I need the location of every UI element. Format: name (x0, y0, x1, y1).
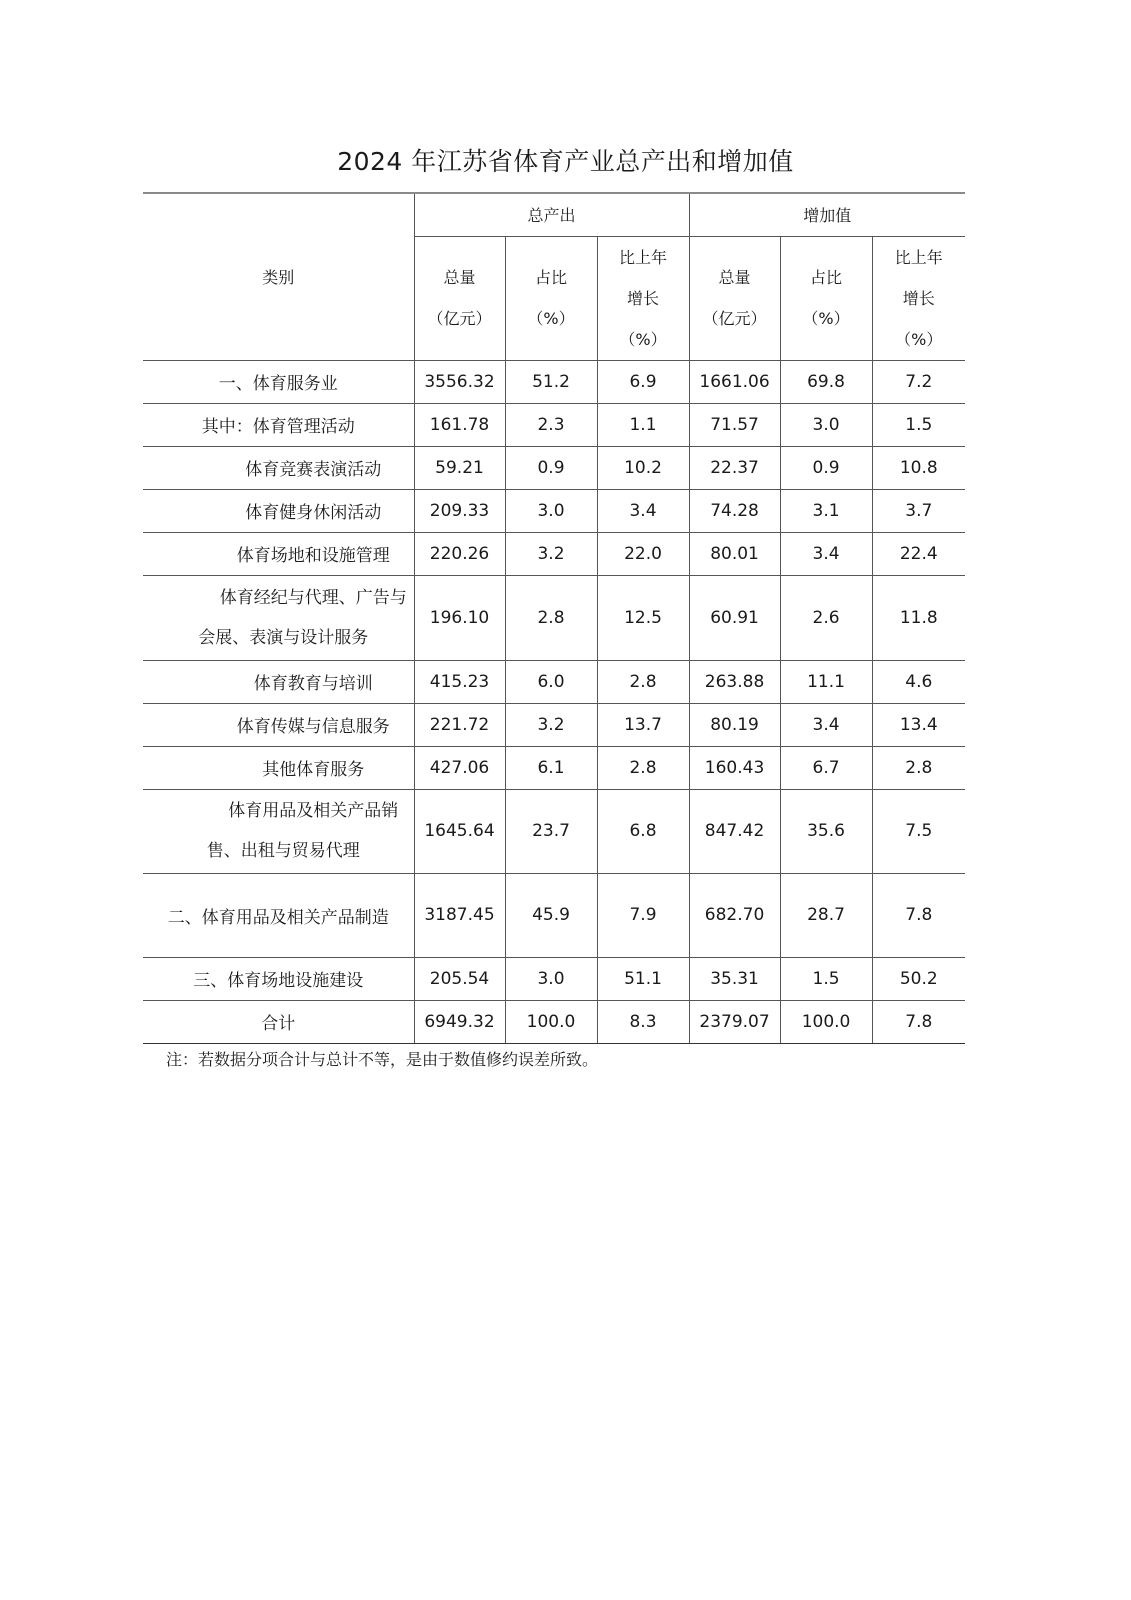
header-va-growth: 比上年 增长 （%） (872, 236, 965, 360)
output-share: 3.0 (505, 957, 597, 1000)
va-share: 35.6 (780, 789, 872, 873)
row-category: 体育经纪与代理、广告与会展、表演与设计服务 (143, 575, 414, 660)
va-share: 100.0 (780, 1000, 872, 1043)
table-row (143, 660, 965, 703)
va-total: 682.70 (689, 873, 780, 957)
table-row (143, 360, 965, 403)
row-category: 体育用品及相关产品销售、出租与贸易代理 (143, 789, 414, 873)
output-total: 221.72 (414, 703, 505, 746)
output-share: 3.2 (505, 532, 597, 575)
va-share: 28.7 (780, 873, 872, 957)
va-total: 35.31 (689, 957, 780, 1000)
table-row (143, 746, 965, 789)
row-category: 二、体育用品及相关产品制造 (143, 873, 414, 957)
output-share: 100.0 (505, 1000, 597, 1043)
va-share: 69.8 (780, 360, 872, 403)
va-growth: 13.4 (872, 703, 965, 746)
output-total: 6949.32 (414, 1000, 505, 1043)
output-total: 1645.64 (414, 789, 505, 873)
va-share: 1.5 (780, 957, 872, 1000)
va-growth: 7.8 (872, 873, 965, 957)
output-share: 51.2 (505, 360, 597, 403)
row-category: 其中：体育管理活动 (143, 403, 414, 446)
va-total: 2379.07 (689, 1000, 780, 1043)
output-total: 161.78 (414, 403, 505, 446)
output-growth: 6.8 (597, 789, 689, 873)
output-total: 59.21 (414, 446, 505, 489)
output-share: 2.8 (505, 575, 597, 660)
va-growth: 7.2 (872, 360, 965, 403)
header-group-total-output: 总产出 (414, 193, 689, 236)
output-share: 0.9 (505, 446, 597, 489)
table-row (143, 489, 965, 532)
row-category: 体育竞赛表演活动 (143, 446, 414, 489)
va-total: 71.57 (689, 403, 780, 446)
output-growth: 6.9 (597, 360, 689, 403)
output-total: 427.06 (414, 746, 505, 789)
output-total: 196.10 (414, 575, 505, 660)
table-row (143, 789, 965, 873)
va-growth: 11.8 (872, 575, 965, 660)
page-title: 2024 年江苏省体育产业总产出和增加值 (337, 147, 794, 176)
va-total: 80.19 (689, 703, 780, 746)
va-share: 6.7 (780, 746, 872, 789)
output-growth: 51.1 (597, 957, 689, 1000)
output-growth: 2.8 (597, 746, 689, 789)
header-category: 类别 (143, 193, 414, 360)
row-category: 体育健身休闲活动 (143, 489, 414, 532)
header-output-growth: 比上年 增长 （%） (597, 236, 689, 360)
table-row (143, 703, 965, 746)
va-growth: 1.5 (872, 403, 965, 446)
va-growth: 7.5 (872, 789, 965, 873)
va-share: 3.1 (780, 489, 872, 532)
va-total: 74.28 (689, 489, 780, 532)
va-growth: 4.6 (872, 660, 965, 703)
output-growth: 3.4 (597, 489, 689, 532)
output-growth: 7.9 (597, 873, 689, 957)
output-share: 45.9 (505, 873, 597, 957)
table-row (143, 957, 965, 1000)
header-output-share: 占比 （%） (505, 236, 597, 360)
va-growth: 3.7 (872, 489, 965, 532)
output-share: 2.3 (505, 403, 597, 446)
va-total: 1661.06 (689, 360, 780, 403)
output-growth: 1.1 (597, 403, 689, 446)
va-total: 80.01 (689, 532, 780, 575)
row-category: 一、体育服务业 (143, 360, 414, 403)
va-growth: 10.8 (872, 446, 965, 489)
output-total: 220.26 (414, 532, 505, 575)
row-category: 体育教育与培训 (143, 660, 414, 703)
output-share: 3.2 (505, 703, 597, 746)
va-total: 847.42 (689, 789, 780, 873)
output-total: 3187.45 (414, 873, 505, 957)
va-total: 160.43 (689, 746, 780, 789)
header-va-total: 总量 （亿元） (689, 236, 780, 360)
va-share: 0.9 (780, 446, 872, 489)
row-category: 合计 (143, 1000, 414, 1043)
va-growth: 2.8 (872, 746, 965, 789)
va-total: 263.88 (689, 660, 780, 703)
output-share: 6.1 (505, 746, 597, 789)
output-total: 3556.32 (414, 360, 505, 403)
header-output-total: 总量 （亿元） (414, 236, 505, 360)
output-total: 205.54 (414, 957, 505, 1000)
row-category: 体育场地和设施管理 (143, 532, 414, 575)
row-category: 体育传媒与信息服务 (143, 703, 414, 746)
table-row (143, 873, 965, 957)
output-growth: 8.3 (597, 1000, 689, 1043)
output-share: 23.7 (505, 789, 597, 873)
output-growth: 22.0 (597, 532, 689, 575)
va-growth: 50.2 (872, 957, 965, 1000)
header-va-share: 占比 （%） (780, 236, 872, 360)
output-total: 415.23 (414, 660, 505, 703)
table-footnote: 注：若数据分项合计与总计不等，是由于数值修约误差所致。 (166, 1050, 599, 1069)
output-growth: 12.5 (597, 575, 689, 660)
table-row (143, 446, 965, 489)
va-growth: 22.4 (872, 532, 965, 575)
table-row (143, 532, 965, 575)
va-share: 11.1 (780, 660, 872, 703)
output-growth: 2.8 (597, 660, 689, 703)
header-group-value-added: 增加值 (689, 193, 965, 236)
row-category: 其他体育服务 (143, 746, 414, 789)
va-share: 3.0 (780, 403, 872, 446)
va-growth: 7.8 (872, 1000, 965, 1043)
va-share: 2.6 (780, 575, 872, 660)
row-category: 三、体育场地设施建设 (143, 957, 414, 1000)
table-row (143, 575, 965, 660)
va-share: 3.4 (780, 703, 872, 746)
output-total: 209.33 (414, 489, 505, 532)
va-share: 3.4 (780, 532, 872, 575)
va-total: 22.37 (689, 446, 780, 489)
output-share: 6.0 (505, 660, 597, 703)
output-growth: 10.2 (597, 446, 689, 489)
sports-industry-table (143, 192, 965, 1044)
output-share: 3.0 (505, 489, 597, 532)
output-growth: 13.7 (597, 703, 689, 746)
table-row (143, 403, 965, 446)
table-row-total (143, 1000, 965, 1043)
va-total: 60.91 (689, 575, 780, 660)
